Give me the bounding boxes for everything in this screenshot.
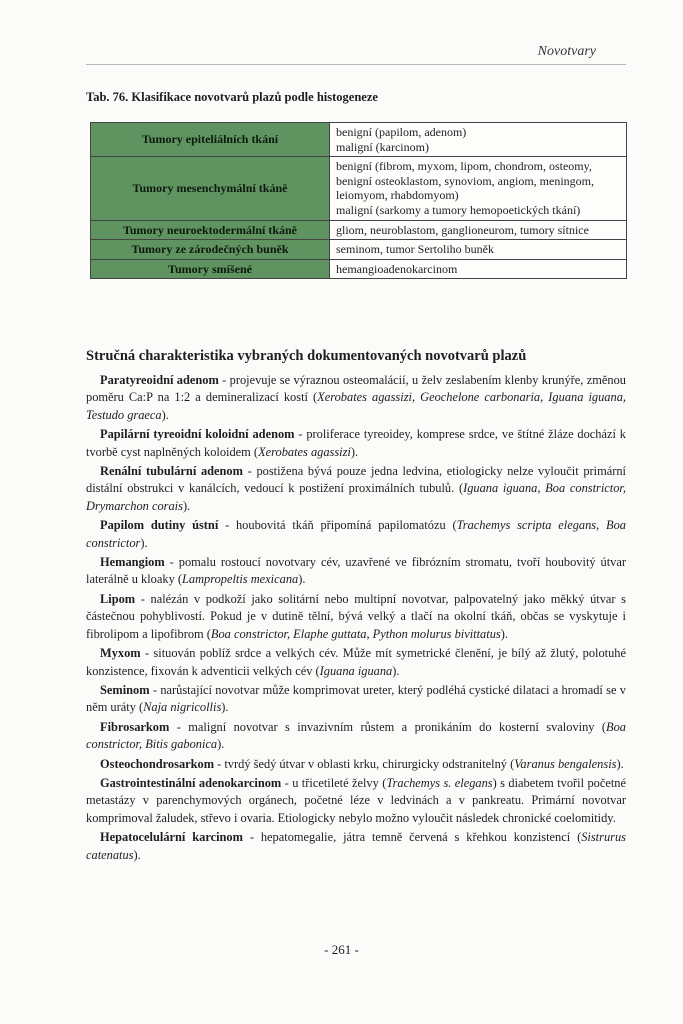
species-names: Xerobates agassizi, Geochelone carbonaria, Iguana iguana, Testudo graeca (86, 390, 626, 422)
paragraph-text: ). (392, 663, 400, 678)
table-title: Tab. 76. Klasifikace novotvarů plazů podle histogeneze (86, 90, 378, 104)
tumor-description-paragraph (86, 426, 626, 461)
category-cell: Tumory epiteliálních tkání (91, 123, 330, 157)
tumor-description-paragraph (86, 829, 626, 864)
tumor-description-paragraph (86, 775, 626, 827)
body-text (86, 372, 626, 866)
category-cell: Tumory mesenchymální tkáně (91, 157, 330, 220)
tumor-term: Fibrosarkom (100, 719, 170, 734)
page-number: - 261 - (324, 942, 359, 957)
tumor-term: Gastrointestinální adenokarcinom (100, 775, 282, 790)
species-names: Xerobates agassizi (258, 444, 351, 459)
page-header (86, 40, 626, 65)
tumor-term: Lipom (100, 591, 136, 606)
tumor-term: Osteochondrosarkom (100, 756, 215, 771)
category-cell: Tumory smíšené (91, 259, 330, 279)
tumor-description-paragraph (86, 517, 626, 552)
paragraph-text: ). (616, 756, 624, 771)
paragraph-text: - postižena bývá pouze jedna ledvina, etiologicky nelze vyloučit primární distální obstrukci v kanálcích, vedoucí k postižení proximálních tubulů. ( (86, 464, 626, 496)
description-cell (330, 240, 627, 260)
tumor-description-paragraph (86, 372, 626, 424)
species-names: Trachemys s. elegans (386, 775, 493, 790)
description-line: benigní (papilom, adenom) (336, 125, 467, 139)
tumor-description-paragraph (86, 756, 626, 773)
description-cell (330, 157, 627, 220)
species-names: Iguana iguana (319, 663, 393, 678)
species-names: Boa constrictor, Bitis gabonica (86, 719, 626, 752)
tumor-term: Hepatocelulární karcinom (100, 830, 243, 845)
category-cell: Tumory ze zárodečných buněk (91, 240, 330, 260)
paragraph-text: ). (182, 498, 191, 513)
description-cell (330, 123, 627, 157)
paragraph-text: ). (500, 626, 508, 641)
description-line: gliom, neuroblastom, ganglioneurom, tumory sítnice (336, 222, 589, 237)
table-row (91, 259, 627, 279)
paragraph-text: - maligní novotvar s invazivním růstem a pronikáním do kosterní svaloviny ( (169, 719, 607, 734)
species-names: Trachemys scripta elegans, Boa constrictor (86, 518, 626, 550)
table-row (91, 157, 627, 220)
paragraph-text: ). (350, 444, 359, 459)
tumor-term: Hemangiom (100, 555, 165, 570)
running-head: Novotvary (537, 44, 596, 59)
paragraph-text: - u třicetileté želvy ( (281, 775, 387, 790)
classification-table (90, 122, 627, 279)
tumor-term: Seminom (100, 682, 150, 697)
tumor-description-paragraph (86, 591, 626, 643)
species-names: Naja nigricollis (143, 700, 222, 715)
tumor-description-paragraph (86, 719, 626, 754)
paragraph-text: - proliferace tyreoidey, komprese srdce, ve štítné žláze dochází k tvorbě cyst naplněných koloidem ( (86, 427, 626, 459)
tumor-description-paragraph (86, 645, 626, 680)
paragraph-text: - narůstající novotvar může komprimovat ureter, který podléhá cystické dilataci a hromadí se v něm uráty ( (86, 682, 626, 715)
category-cell: Tumory neuroektodermální tkáně (91, 220, 330, 240)
paragraph-text: - hepatomegalie, játra temně červená s křehkou konzistencí ( (242, 830, 582, 845)
paragraph-text: ). (217, 737, 225, 752)
table-row (91, 220, 627, 240)
paragraph-text: - projevuje se výraznou osteomalácií, u želv zeslabením klenby krunýře, změnou poměru Ca:P na 1:2 a demineralizací kostí ( (86, 373, 626, 405)
species-names: Varanus bengalensis (514, 756, 617, 771)
table-body (91, 123, 627, 279)
tumor-description-paragraph (86, 682, 626, 717)
description-line: hemangioadenokarcinom (336, 261, 458, 276)
paragraph-text: ). (140, 535, 148, 550)
species-names: Boa constrictor, Elaphe guttata, Python molurus bivittatus (210, 626, 501, 641)
tumor-term: Papilom dutiny ústní (100, 518, 219, 533)
tumor-description-paragraph (86, 554, 626, 589)
tumor-term: Myxom (100, 646, 141, 661)
paragraph-text: - nalézán v podkoží jako solitární nebo multipní novotvar, palpovatelný jako měkký útvar s částečnou pohyblivostí. Pokud je v dutině tělní, bývá velký a tlačí na okolní tkáň, občas se vyskytuje i fibrolipom a lipofibrom ( (86, 591, 626, 641)
description-line: seminom, tumor Sertoliho buněk (336, 242, 494, 257)
description-line: maligní (sarkomy a tumory hemopoetických tkání) (336, 202, 581, 217)
paragraph-text: ). (161, 407, 169, 422)
table-row (91, 240, 627, 260)
description-cell (330, 220, 627, 240)
tumor-term: Papilární tyreoidní koloidní adenom (100, 427, 295, 442)
species-names: Iguana iguana, Boa constrictor, Drymarchon corais (86, 481, 626, 513)
paragraph-text: ) s diabetem tvořil početné metastázy v parenchymových orgánech, početné léze v ledvinách a v pankreatu. Primární novotvar komprimoval žaludek, střevo i ovaria. Etiologicky nebylo možno vyloučit následek chronické coelomitidy. (86, 775, 626, 825)
paragraph-text: - situován poblíž srdce a velkých cév. Může mít symetrické členění, je bílý až žlutý, polotuhé konzistence, fixován k adventicii velkých cév ( (86, 646, 626, 678)
paragraph-text: ). (133, 847, 141, 862)
paragraph-text: - tvrdý šedý útvar v oblasti krku, chirurgicky odstranitelný ( (214, 756, 515, 771)
paragraph-text: - houbovitá tkáň připomíná papilomatózu ( (218, 518, 457, 533)
table-row (91, 123, 627, 157)
species-names: Sistrurus catenatus (86, 830, 626, 862)
paragraph-text: - pomalu rostoucí novotvary cév, uzavřené ve fibrózním stromatu, tvoří houbovitý útvar laterálně u kloaky ( (86, 555, 626, 587)
description-line: maligní (karcinom) (336, 139, 429, 154)
tumor-term: Paratyreoidní adenom (100, 373, 219, 387)
paragraph-text: ). (298, 572, 306, 587)
description-cell (330, 259, 627, 279)
paragraph-text: ). (221, 700, 229, 715)
tumor-term: Renální tubulární adenom (100, 464, 243, 479)
tumor-description-paragraph (86, 463, 626, 515)
description-line: benigní (fibrom, myxom, lipom, chondrom, osteomy, benigní osteoklastom, synoviom, angiom, meningom, leiomyom, rhabdomyom) (336, 159, 594, 203)
section-heading: Stručná charakteristika vybraných dokumentovaných novotvarů plazů (86, 348, 527, 364)
species-names: Lampropeltis mexicana (182, 572, 299, 587)
